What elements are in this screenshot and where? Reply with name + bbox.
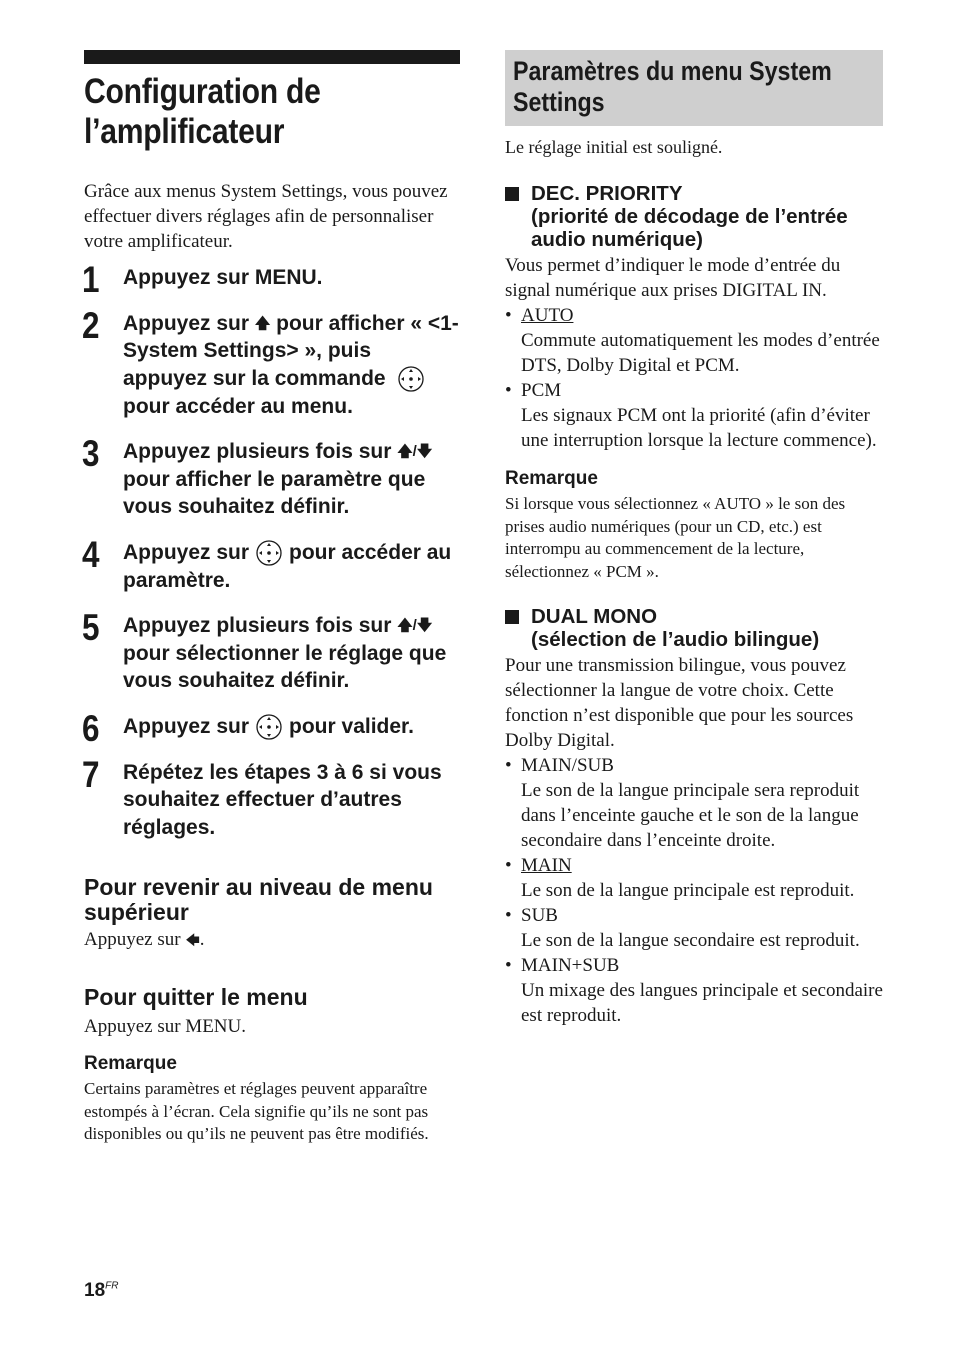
param-description: Vous permet d’indiquer le mode d’entrée du signal numérique aux prises DIGITAL IN. (505, 255, 841, 301)
option-name: MAIN (521, 855, 572, 876)
title-rule (84, 50, 460, 64)
step-text-part: pour accéder au paramètre. (123, 540, 452, 592)
step-number: 4 (82, 533, 100, 575)
step-text-part: pour afficher « <1-System Settings> », puis appuyez sur la commande (123, 311, 459, 390)
list-item (505, 903, 883, 953)
option-list (505, 303, 883, 453)
list-item (505, 753, 883, 853)
step-text-part: Appuyez sur (123, 311, 250, 335)
param-name: DEC. PRIORITY (531, 182, 683, 205)
return-text-part: . (199, 929, 205, 950)
left-column (84, 50, 460, 1146)
step-number: 7 (82, 753, 100, 795)
dec-note (505, 467, 883, 583)
step-text-part: pour sélectionner le réglage que vous souhaitez définir. (123, 641, 447, 692)
param-subtitle: (sélection de l’audio bilingue) (531, 628, 820, 651)
list-item (505, 953, 883, 1028)
option-name: AUTO (521, 305, 574, 326)
option-description: Le son de la langue secondaire est reproduit. (521, 930, 860, 951)
return-section (84, 875, 460, 954)
up-arrow-icon: 🡅 (254, 314, 271, 332)
step-text-part: Appuyez plusieurs fois sur (123, 440, 392, 463)
step-number: 2 (82, 304, 100, 346)
return-heading: Pour revenir au niveau de menu supérieur (84, 874, 433, 925)
section-title: Paramètres du menu System Settings (513, 56, 832, 117)
step-text (123, 713, 460, 741)
step-number: 3 (82, 433, 100, 474)
option-name: SUB (521, 905, 558, 926)
dual-mono-section (505, 605, 883, 1028)
step-text-part: pour accéder au menu. (123, 394, 353, 418)
page-title-line1: Configuration de (84, 72, 321, 111)
step-text: Appuyez sur MENU. (123, 266, 323, 289)
option-name: PCM (521, 380, 562, 401)
quit-section (84, 985, 460, 1039)
step-text (123, 539, 460, 595)
note-heading: Remarque (84, 1053, 177, 1074)
step-6 (82, 707, 460, 749)
option-description: Le son de la langue principale sera reproduit dans l’enceinte gauche et le son de la langue secondaire dans l’enceinte droite. (521, 780, 860, 851)
list-item (505, 378, 883, 453)
enter-button-icon (255, 713, 283, 741)
step-text (123, 612, 460, 695)
page-number-value: 18 (84, 1280, 106, 1301)
note-text: Certains paramètres et réglages peuvent apparaître estompés à l’écran. Cela signifie qu’ils ne sont pas disponibles ou qu’ils ne peuvent pas être modifiés. (84, 1079, 429, 1143)
page-number (84, 1280, 118, 1302)
dec-priority-heading (505, 182, 883, 251)
step-text-part: Appuyez sur (123, 540, 250, 564)
list-item (505, 853, 883, 903)
left-note (84, 1052, 460, 1146)
step-text (123, 310, 460, 421)
section-title-box (505, 50, 883, 126)
step-text-part: Appuyez sur (123, 714, 250, 738)
step-7 (82, 753, 460, 842)
step-number: 6 (82, 707, 100, 749)
step-text (123, 438, 460, 521)
step-2 (82, 304, 460, 421)
right-column (505, 50, 883, 1028)
option-description: Un mixage des langues principale et secondaire est reproduit. (521, 980, 883, 1026)
square-bullet-icon (505, 610, 519, 624)
quit-heading: Pour quitter le menu (84, 984, 308, 1010)
step-5 (82, 607, 460, 695)
enter-button-icon (397, 365, 425, 393)
intro-text: Grâce aux menus System Settings, vous pouvez effectuer divers réglages afin de personnaliser votre amplificateur. (84, 181, 448, 252)
step-3 (82, 433, 460, 521)
step-text-part: pour valider. (289, 714, 414, 738)
up-down-arrow-icon: 🡅/🡇 (397, 617, 433, 634)
dec-priority-section (505, 182, 883, 583)
option-description: Les signaux PCM ont la priorité (afin d’éviter une interruption lorsque la lecture commence). (521, 405, 877, 451)
page-title (84, 72, 459, 152)
square-bullet-icon (505, 187, 519, 201)
option-list (505, 753, 883, 1028)
back-arrow-icon: 🡄 (185, 934, 200, 949)
step-4 (82, 533, 460, 595)
step-number: 1 (82, 259, 100, 300)
step-text: Répétez les étapes 3 à 6 si vous souhaitez effectuer d’autres réglages. (123, 760, 442, 839)
note-text: Si lorsque vous sélectionnez « AUTO » le son des prises audio numériques (pour un CD, etc.) est interrompu au commencement de la lecture, sélectionnez « PCM ». (505, 494, 846, 581)
return-text (84, 927, 460, 954)
step-number: 5 (82, 607, 100, 648)
page-title-line2: l’amplificateur (84, 112, 285, 151)
return-text-part: Appuyez sur (84, 929, 181, 950)
param-subtitle: (priorité de décodage de l’entrée audio numérique) (531, 205, 848, 251)
list-item (505, 303, 883, 378)
steps-list (82, 259, 460, 841)
note-heading: Remarque (505, 468, 598, 489)
option-name: MAIN+SUB (521, 955, 620, 976)
step-text-part: Appuyez plusieurs fois sur (123, 614, 392, 637)
step-1 (82, 259, 460, 300)
dual-mono-heading (505, 605, 883, 651)
initial-setting-note: Le réglage initial est souligné. (505, 137, 723, 157)
enter-button-icon (255, 539, 283, 567)
quit-text: Appuyez sur MENU. (84, 1016, 247, 1037)
option-name: MAIN/SUB (521, 755, 614, 776)
step-text-part: pour afficher le paramètre que vous souhaitez définir. (123, 467, 426, 518)
param-description: Pour une transmission bilingue, vous pouvez sélectionner la langue de votre choix. Cette fonction n’est disponible que pour les sources Dolby Digital. (505, 655, 854, 751)
page-language-code: FR (105, 1280, 119, 1292)
option-description: Commute automatiquement les modes d’entrée DTS, Dolby Digital et PCM. (521, 330, 880, 376)
up-down-arrow-icon: 🡅/🡇 (397, 443, 433, 460)
option-description: Le son de la langue principale est reproduit. (521, 880, 855, 901)
param-name: DUAL MONO (531, 605, 658, 628)
